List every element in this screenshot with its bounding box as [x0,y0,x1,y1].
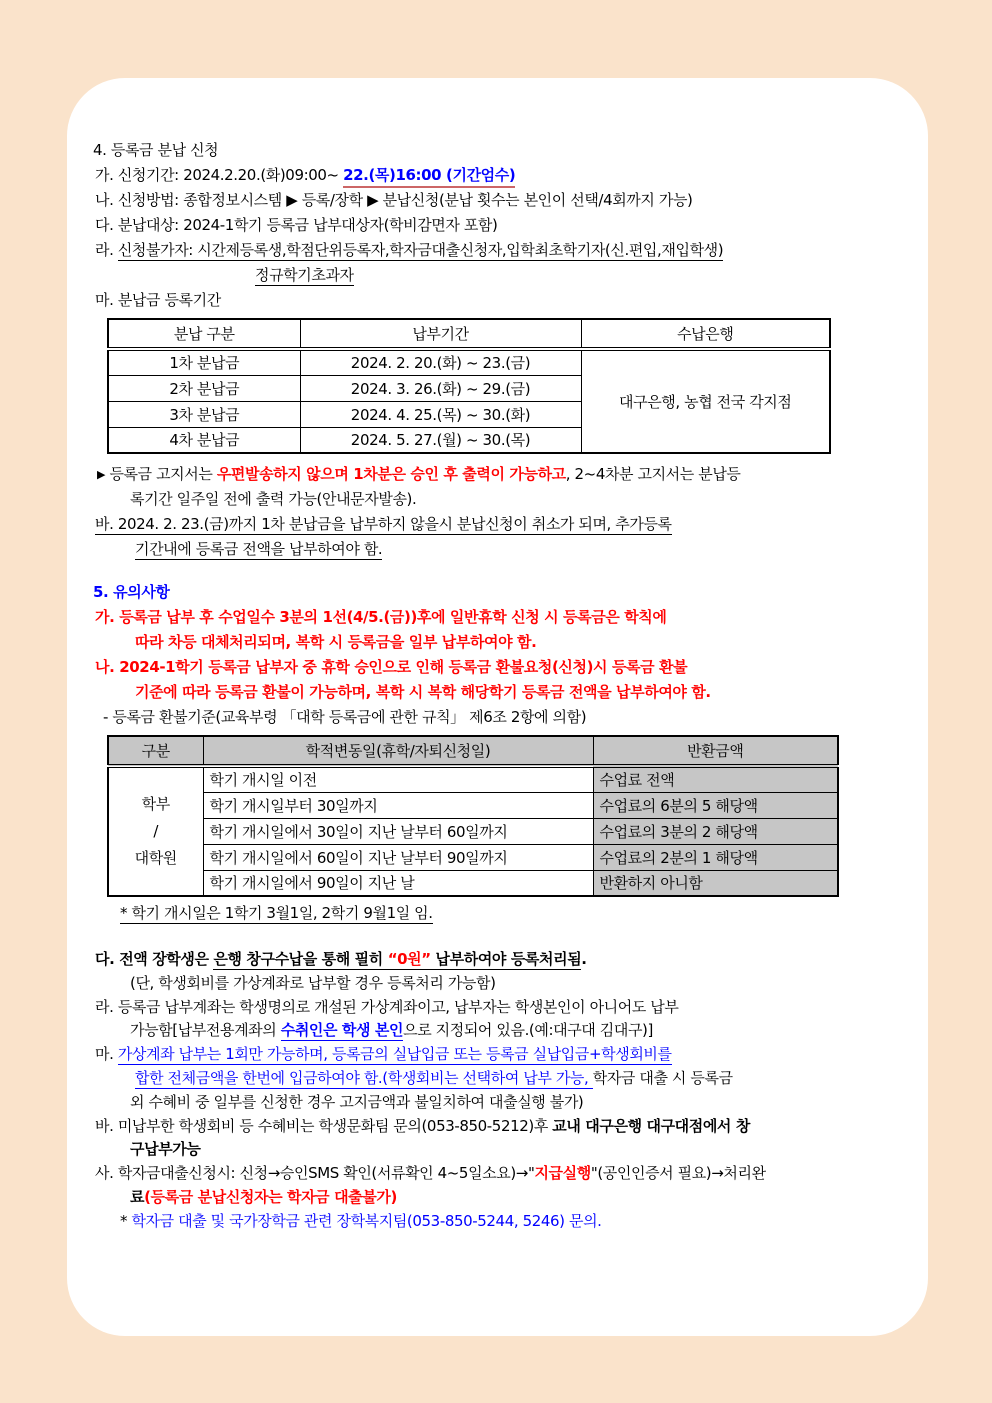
refund-header-row [108,736,838,766]
item-da-underline2: 납부하여야 등록처리됨 [430,950,582,968]
item-ba5-bold: 교내 대구은행 대구대점에서 창 [552,1116,750,1135]
refund-header-category: 구분 [108,736,203,766]
installment-cell: 3차 분납금 [108,401,300,427]
refund-date-cell: 학기 개시일 이전 [203,766,593,792]
installment-cell: 2024. 2. 20.(화) ~ 23.(금) [300,349,581,375]
item-ga-text: 가. 신청기간: 2024.2.20.(화)09:00~ [95,166,344,184]
group-line: / [153,822,159,840]
item-ra-text: 신청불가자: 시간제등록생,학점단위등록자,학자금대출신청자,입학최초학기자(신.편입,재입학생) [117,241,724,259]
loan-note-marker: * [120,1211,132,1230]
item-ma-line2-post: 학자금 대출 시 등록금 [592,1068,733,1087]
document-content [67,78,928,1234]
installment-cell: 1차 분납금 [108,349,300,375]
refund-date-cell: 학기 개시일에서 90일이 지난 날 [203,870,593,896]
section5-item-ga: 가. 등록금 납부 후 수업일수 3분의 1선(4/5.(금))후에 일반휴학 신청 시 등록금은 학칙에 [95,608,667,626]
group-line: 학부 [141,795,170,813]
section5-item-da [93,948,902,972]
table-row [108,349,830,375]
section4-item-ra [93,238,902,263]
section5-item-ga-cont: 따라 차등 대체처리되며, 복학 시 등록금을 일부 납부하여야 함. [135,633,537,651]
refund-amount-cell: 반환하지 아니함 [593,870,838,896]
installment-cell: 2차 분납금 [108,375,300,401]
item-ma-blue1: 가상계좌 납부는 1회만 가능하며, 등록금의 실납입금 또는 등록금 실납입금+학생회비를 [117,1045,672,1064]
notice-text: 등록금 고지서는 [109,465,217,483]
section5-item-ra-cont [93,1019,902,1043]
section5-item-da-cont: (단, 학생회비를 가상계좌로 납부할 경우 등록처리 가능함) [130,973,496,992]
section4-item-ma: 마. 분납금 등록기간 [95,291,221,309]
table-row [108,792,838,818]
group-line: 대학원 [134,849,177,867]
section4-title: 4. 등록금 분납 신청 [93,141,219,159]
item-ra-text2: 정규학기초과자 [255,266,354,284]
section5-item-ma [93,1043,902,1067]
refund-intro: - 등록금 환불기준(교육부령 「대학 등록금에 관한 규칙」 제6조 2항에 의함) [103,708,587,726]
installment-header-bank: 수납은행 [581,319,830,349]
refund-date-cell: 학기 개시일에서 60일이 지난 날부터 90일까지 [203,844,593,870]
item-sa-no-loan: (등록금 분납신청자는 학자금 대출불가) [144,1187,397,1206]
section5-item-ra: 라. 등록금 납부계좌는 학생명의로 개설된 가상계좌이고, 납부자는 학생본인이 아니어도 납부 [95,997,679,1016]
document-card [67,78,928,1336]
item-ra-payee: 수취인은 학생 본인 [280,1021,404,1040]
loan-note-text: 학자금 대출 및 국가장학금 관련 장학복지팀(053-850-5244, 5246) 문의. [131,1211,602,1230]
section5-bottom-block [93,948,902,1234]
installment-header-row [108,319,830,349]
installment-cell: 4차 분납금 [108,427,300,453]
triangle-bullet-icon: ▶ [97,468,106,481]
refund-group-cell [108,766,203,896]
item-sa-mid: "(공인인증서 필요)→처리완 [590,1164,766,1183]
refund-table [107,735,839,897]
semester-note-text: * 학기 개시일은 1학기 3월1일, 2학기 9월1일 임. [120,904,433,922]
item-ma-blue2: 합한 전체금액을 한번에 입금하여야 함.(학생회비는 선택하여 납부 가능, [135,1068,593,1087]
section5-item-ma-cont [93,1067,902,1091]
item-ra-line2-pre: 가능함[납부전용계좌의 [130,1021,281,1040]
item-ra-line2-post: 으로 지정되어 있음.(예:대구대 김대구)] [403,1021,653,1040]
section5-item-sa-cont [93,1186,902,1210]
notice-post: , 2~4차분 고지서는 분납등 [565,465,741,483]
installment-table [107,318,831,454]
refund-amount-cell: 수업료 전액 [593,766,838,792]
section4-item-ga [93,163,902,188]
section5-item-ma-cont2: 외 수혜비 중 일부를 신청한 경우 고지금액과 불일치하여 대출실행 불가) [130,1092,584,1111]
installment-cell: 2024. 3. 26.(화) ~ 29.(금) [300,375,581,401]
item-ba5-pre: 바. 미납부한 학생회비 등 수혜비는 학생문화팀 문의(053-850-5212)후 [95,1116,553,1135]
item-da-underline1: 은행 창구수납을 통해 필히 [213,950,388,968]
item-ba-line2: 기간내에 등록금 전액을 납부하여야 함. [135,540,383,558]
installment-header-period: 납부기간 [300,319,581,349]
loan-note [93,1210,902,1234]
section5-item-na: 나. 2024-1학기 등록금 납부자 중 휴학 승인으로 인해 등록금 환불요청(신청)시 등록금 환불 [95,658,688,676]
table-row [108,844,838,870]
refund-date-cell: 학기 개시일에서 30일이 지난 날부터 60일까지 [203,818,593,844]
section4-item-ba-cont [93,537,902,562]
section4-item-ba [93,512,902,537]
table-row [108,818,838,844]
section4-item-ra-cont [93,263,902,288]
section5-item-ba-cont: 구납부가능 [130,1140,201,1159]
refund-amount-cell: 수업료의 2분의 1 해당액 [593,844,838,870]
refund-amount-cell: 수업료의 3분의 2 해당액 [593,818,838,844]
installment-bank-cell: 대구은행, 농협 전국 각지점 [581,349,830,453]
item-ga-deadline: 22.(목)16:00 (기간엄수) [343,166,515,188]
section4-item-da: 다. 분납대상: 2024-1학기 등록금 납부대상자(학비감면자 포함) [95,216,498,234]
item-ma-label: 마. [95,1045,118,1064]
refund-amount-cell: 수업료의 6분의 5 해당액 [593,792,838,818]
refund-header-amount: 반환금액 [593,736,838,766]
installment-header-category: 분납 구분 [108,319,300,349]
item-sa-execute: 지급실행 [534,1164,591,1183]
item-ba-line1: 바. 2024. 2. 23.(금)까지 1차 분납금을 납부하지 않을시 분납신청이 취소가 되며, 추가등록 [95,515,672,533]
notice-line [93,462,902,487]
item-da-pre: 다. 전액 장학생은 [95,950,214,968]
semester-note [93,901,902,926]
item-sa-pre: 사. 학자금대출신청시: 신청→승인SMS 확인(서류확인 4~5일소요)→" [95,1164,535,1183]
section5-item-na-cont: 기준에 따라 등록금 환불이 가능하며, 복학 시 복학 해당학기 등록금 전액을 납부하여야 함. [135,683,711,701]
table-row [108,870,838,896]
notice-line2: 록기간 일주일 전에 출력 가능(안내문자발송). [130,490,417,508]
section5-title: 5. 유의사항 [93,583,170,601]
item-da-post: . [581,950,587,968]
item-sa-line2-pre: 료 [130,1187,145,1206]
installment-cell: 2024. 4. 25.(목) ~ 30.(화) [300,401,581,427]
refund-header-date: 학적변동일(휴학/자퇴신청일) [203,736,593,766]
item-da-zero-won: “0원” [387,950,431,968]
item-ra-label: 라. [95,241,118,259]
refund-date-cell: 학기 개시일부터 30일까지 [203,792,593,818]
table-row [108,766,838,792]
installment-cell: 2024. 5. 27.(월) ~ 30.(목) [300,427,581,453]
notice-red-text: 우편발송하지 않으며 1차분은 승인 후 출력이 가능하고 [216,465,566,483]
section5-item-sa [93,1162,902,1186]
section5-item-ba [93,1115,902,1139]
section4-item-na: 나. 신청방법: 종합정보시스템 ▶ 등록/장학 ▶ 분납신청(분납 횟수는 본인이 선택/4회까지 가능) [95,191,693,209]
